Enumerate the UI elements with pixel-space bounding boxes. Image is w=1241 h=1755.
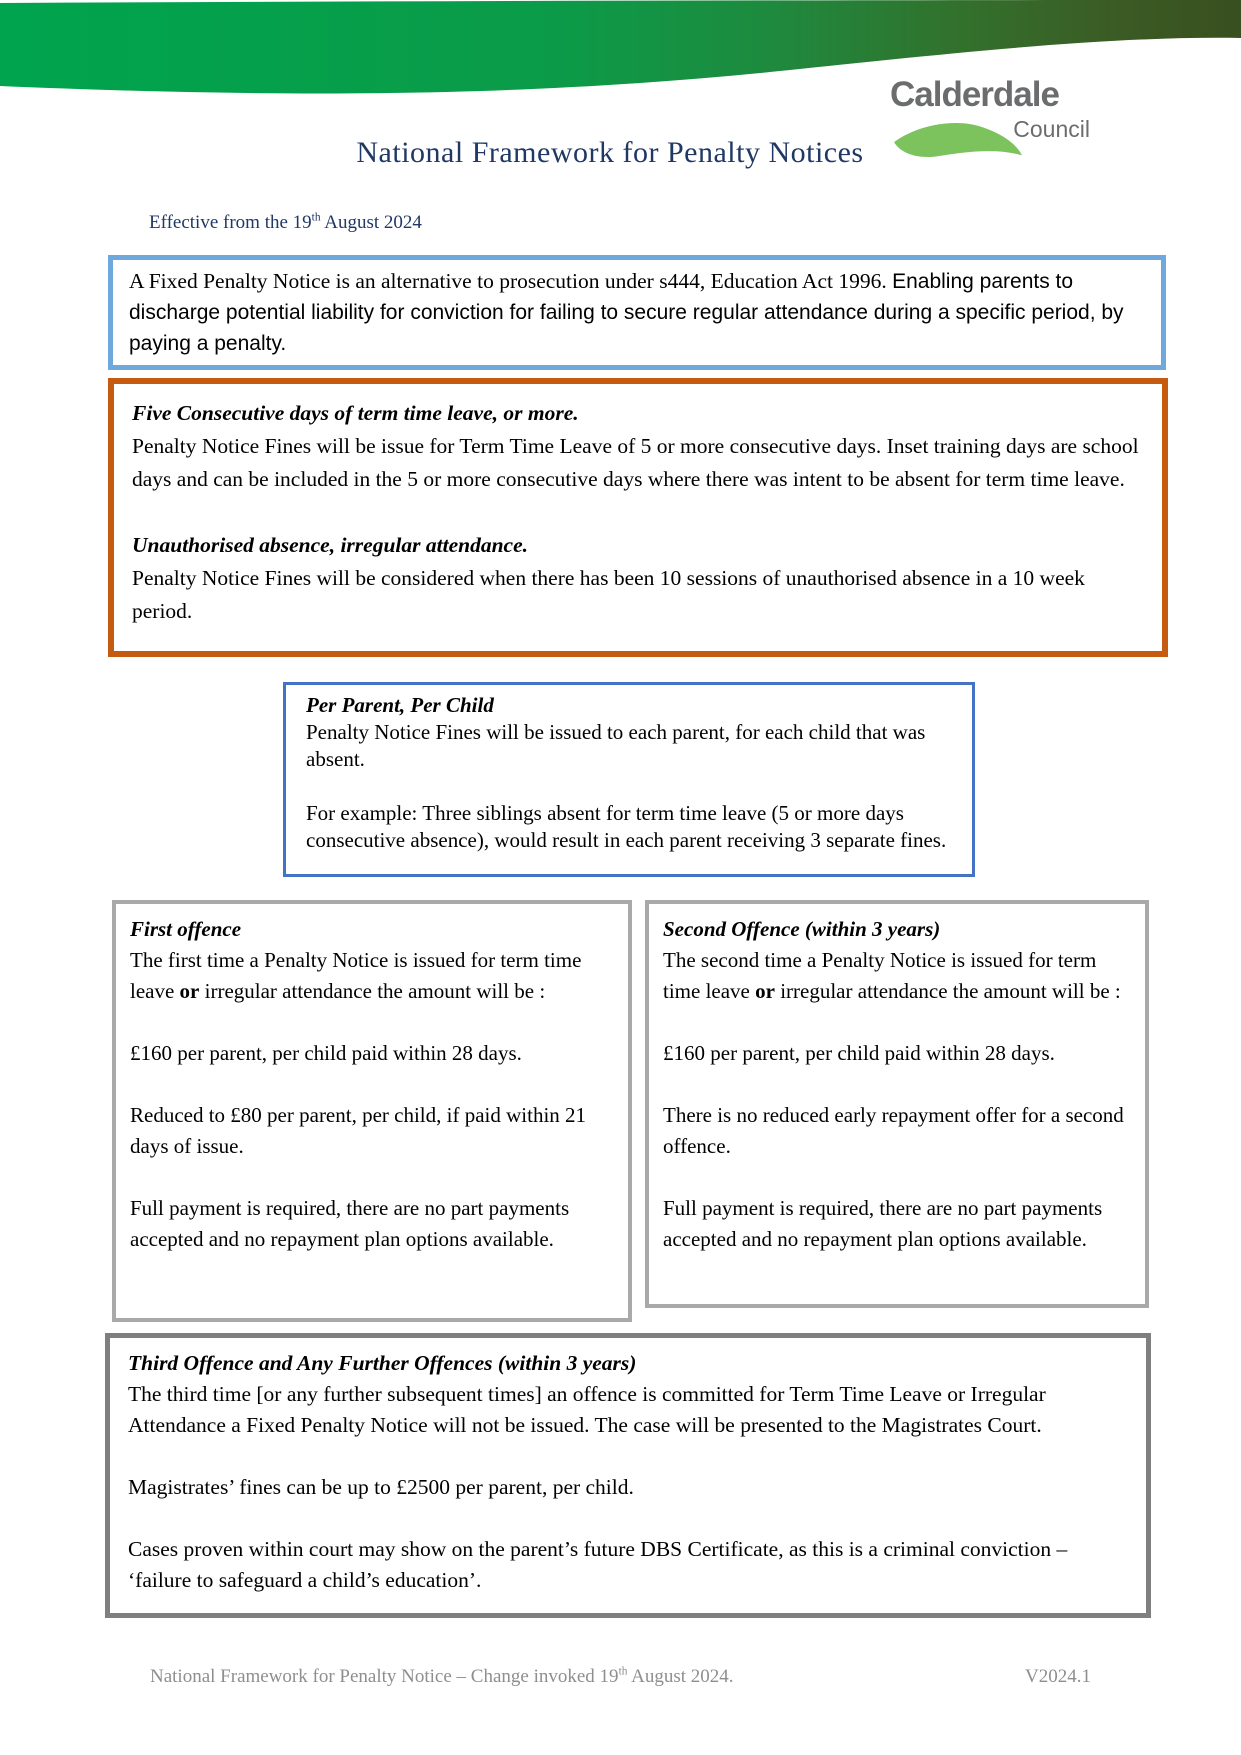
term-section1-heading: Five Consecutive days of term time leave, or more.: [132, 401, 579, 425]
first-offence-box: [112, 900, 632, 1322]
term-time-leave-box: [108, 378, 1168, 657]
second-offence-box: [645, 900, 1149, 1308]
term-section2-body: Penalty Notice Fines will be considered when there has been 10 sessions of unauthorised absence in a 10 week period.: [132, 566, 1085, 623]
calderdale-logo-subtext: Council: [1013, 116, 1090, 142]
intro-sans-text: Enabling parents to discharge potential liability for conviction for failing to secure regular attendance during a specific period, by paying a penalty.: [129, 270, 1124, 355]
first-offence-heading: First offence: [130, 917, 242, 941]
intro-paragraph: [129, 266, 1145, 359]
intro-serif-text: A Fixed Penalty Notice is an alternative to prosecution under s444, Education Act 1996.: [129, 269, 893, 293]
first-offence-paragraph-3: Reduced to £80 per parent, per child, if paid within 21 days of issue.: [130, 1103, 587, 1158]
third-offence-paragraph-3: Cases proven within court may show on the parent’s future DBS Certificate, as this is a criminal conviction – ‘failure to safeguard a child’s education’.: [128, 1537, 1068, 1592]
per-parent-per-child-box: [283, 682, 975, 877]
per-parent-paragraph-1: Penalty Notice Fines will be issued to each parent, for each child that was absent.: [306, 720, 926, 771]
term-section1-body: Penalty Notice Fines will be issue for Term Time Leave of 5 or more consecutive days. Inset training days are school days and can be included in the 5 or more consecutive days where there was intent to be absent for term time leave.: [132, 434, 1139, 491]
effective-date-line: Effective from the 19th August 2024: [149, 211, 422, 233]
calderdale-logo-text: Calderdale: [890, 75, 1059, 114]
intro-box: [108, 255, 1166, 370]
term-section2-heading: Unauthorised absence, irregular attendance.: [132, 533, 528, 557]
footer-text: National Framework for Penalty Notice – Change invoked 19th August 2024.: [150, 1665, 734, 1687]
per-parent-paragraph-2: For example: Three siblings absent for term time leave (5 or more days consecutive absence), would result in each parent receiving 3 separate fines.: [306, 801, 947, 852]
first-offence-paragraph-4: Full payment is required, there are no part payments accepted and no repayment plan options available.: [130, 1196, 570, 1251]
second-offence-paragraph-1: The second time a Penalty Notice is issued for term time leave or irregular attendance the amount will be :: [663, 948, 1121, 1003]
third-offence-box: [105, 1333, 1151, 1618]
second-offence-paragraph-2: £160 per parent, per child paid within 28 days.: [663, 1041, 1055, 1065]
second-offence-paragraph-4: Full payment is required, there are no part payments accepted and no repayment plan options available.: [663, 1196, 1103, 1251]
third-offence-paragraph-1: The third time [or any further subsequent times] an offence is committed for Term Time Leave or Irregular Attendance a Fixed Penalty Notice will not be issued. The case will be presented to the Magistrates Court.: [128, 1382, 1046, 1437]
first-offence-paragraph-2: £160 per parent, per child paid within 28 days.: [130, 1041, 522, 1065]
third-offence-paragraph-2: Magistrates’ fines can be up to £2500 per parent, per child.: [128, 1475, 634, 1499]
footer-version: V2024.1: [1025, 1666, 1091, 1687]
page-title: National Framework for Penalty Notices: [356, 136, 864, 169]
per-parent-heading: Per Parent, Per Child: [306, 693, 494, 717]
second-offence-paragraph-3: There is no reduced early repayment offer for a second offence.: [663, 1103, 1124, 1158]
second-offence-heading: Second Offence (within 3 years): [663, 917, 941, 941]
first-offence-paragraph-1: The first time a Penalty Notice is issued for term time leave or irregular attendance the amount will be :: [130, 948, 582, 1003]
third-offence-heading: Third Offence and Any Further Offences (within 3 years): [128, 1351, 637, 1375]
